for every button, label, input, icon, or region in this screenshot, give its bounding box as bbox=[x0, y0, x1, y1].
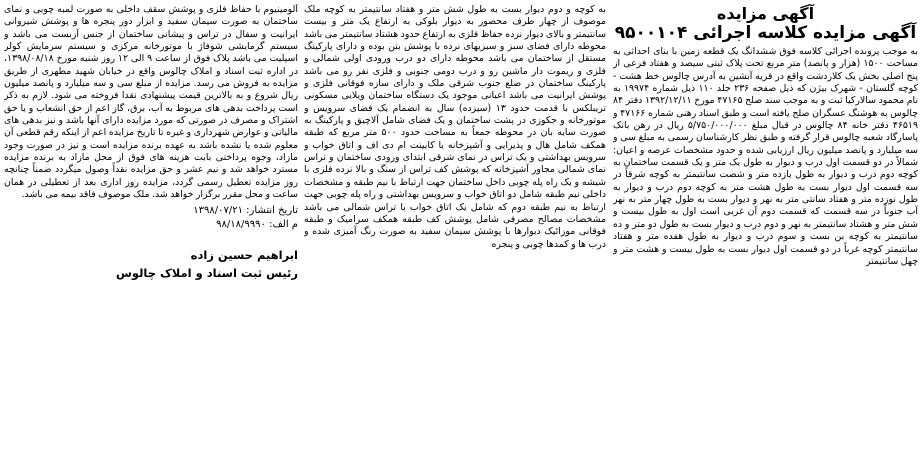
notice-title: آگهی مزایده bbox=[716, 4, 815, 23]
signer-name: ابراهیم حسین زاده bbox=[190, 247, 298, 262]
publication-meta bbox=[4, 204, 298, 232]
reference-number bbox=[4, 218, 298, 232]
notice-body-middle: به کوچه و دوم دیوار بست به طول شش متر و هفتاد سانتیمتر به کوچه ملک موصوف از چهار طرف محصور به دیوار بلوکی به ارتفاع یک متر و بیست سانتیمتر و بالای دیوار نرده حفاظ فلزی به ارتفاع حدود هشتاد سانتیمتر می باشد محوطه دارای فضای سبز و سبزیهای نرده با پوشش بتن بوده و دارای پارکینگ مستقل از ساختمان می باشد محوطه دارای دو درب ورودی اولی شمالی و فلزی و ریموت دار ماشین رو و درب دومی جنوبی و فلزی نفر رو می باشد پارکینگ ساختمان در ضلع جنوب شرقی ملک و دارای سازه فوقانی فلزی و پوشش ایرانیت می باشد اعیانی موجود یک دستگاه ساختمان ویلایی مسکونی تریبلکس با قدمت حدود ۱۳ (سیزده) سال به انضمام یک فضای سرویس و موتورخانه و جکوزی در پشت ساختمان و یک فضای شامل آلاچیق و پارکینگ به صورت سایه بان در محوطه جمعاً به مساحت حدود ۵۰۰ متر مربع که طبقه همکف شامل هال و پذیرایی و آشپزخانه با کابینت ام دی اف و اتاق خواب و سرویس بهداشتی و یک تراس در نمای شرقی ابتدای ورودی ساختمان و تراس نمای شمالی مجاور آشپزخانه که پوشش کف تراس از سنگ و بالا نرده فلزی با شیشه و یک راه پله چوبی داخل ساختمان جهت ارتباط با نیم طبقه و مشخصات داخلی نیم طبقه شامل دو اتاق خواب و سرویس بهداشتی و راه پله چوبی جهت ارتباط به نیم طبقه دوم که شامل یک اتاق خواب با تراس شمالی می باشد مشخصات مصالح مصرفی شامل پوشش کف طبقه همکف سرامیک و طبقه فوقانی موزائیک دیوارها با پوشش سیمان سفید به صورت رنگ آمیزی شده و درب ها و کمدها چوبی و پنجره bbox=[304, 4, 606, 250]
reference-label: م الف: bbox=[269, 218, 298, 230]
signer-title: رئیس ثبت اسناد و املاک چالوس bbox=[116, 265, 298, 280]
signature-block bbox=[4, 246, 298, 282]
reference-value: ۹۸/۱۸/۹۹۹۰ bbox=[216, 218, 266, 230]
notice-subtitle: آگهی مزایده کلاسه اجرائی ۹۵۰۰۱۰۴ bbox=[614, 23, 917, 43]
notice-body-left: آلومینیوم با حفاظ فلزی و پوشش سقف داخلی به صورت لمبه چوبی و نمای ساختمان به صورت سیمان سفید و ابزار دور پنجره ها و پوشش شیروانی ایرانیت و سفال در تراس و پیشانی ساختمان از جنس آزبست می باشد و سیستم گرمایشی شوفاژ با موتورخانه مرکزی و سیستم سرمایش کولر اسپلیت می باشد پلاک فوق از ساعت ۹ الی ۱۲ روز شنبه مورخ ۱۳۹۸/۰۸/۱۸، در اداره ثبت اسناد و املاک چالوس واقع در خیابان شهید مطهری از طریق مزایده به فروش می رسد. مزایده از مبلغ سی و سه میلیارد و پانصد میلیون ریال شروع و به بالاترین قیمت پیشنهادی نقدا فروخته می شود. لازم به ذکر است پرداخت بدهی های مربوط به آب، برق، گاز اعم از حق انشعاب و یا حق اشتراک و مصرف در صورتی که مورد مزایده دارای آنها باشد و نیز بدهی های مالیاتی و عوارض شهرداری و غیره تا تاریخ مزایده اعم از اینکه رقم قطعی آن معلوم شده یا نشده باشد به عهده برنده مزایده است و نیز در صورت وجود مازاد، وجوه پرداختی بابت هزینه های فوق از محل مازاد به برنده مزایده مسترد خواهد شد و نیم عشر و حق مزایده نقداً وصول میگردد ضمناً چنانچه روز مزایده تعطیل رسمی گردد، مزایده روز اداری بعد از تعطیلی در همان ساعت و محل مقرر برگزار خواهد شد. ملک موصوف فاقد بیمه می باشد. bbox=[4, 4, 298, 201]
publication-date-value: ۱۳۹۸/۰۷/۲۱ bbox=[193, 204, 243, 216]
notice-column-left bbox=[4, 4, 298, 458]
notice-column-right bbox=[613, 4, 918, 458]
publication-date bbox=[4, 204, 298, 218]
publication-date-label: تاریخ انتشار: bbox=[246, 204, 298, 216]
notice-body-right: به موجب پرونده اجرائی کلاسه فوق ششدانگ یک قطعه زمین با بنای احداثی به مساحت ۱۵۰۰ (هزار و پانصد) متر مربع تحت پلاک ثبتی سیصد و هفتاد فرعی از پنج اصلی بخش یک کلاردشت واقع در قریه آبشین به آدرس چالوس خط هشت - کوچه گلستان - شهرک بیژن که ذیل صفحه ۲۳۶ جلد ۱۱۰ ذیل شماره ۱۹۹۷۴ به نام محمود سالارکیا ثبت و به موجب سند صلح ۴۷۱۶۵ مورخ ۱۳۹۲/۱۲/۱۱ دفتر ۸۴ چالوس به هوشنگ عسگران صلح یافته است و طبق اسناد رهنی شماره ۴۷۱۶۶ و ۴۶۵۱۹ دفتر خانه ۸۴ چالوس در قبال مبلغ ۵/۷۵۰/۰۰۰/۰۰۰ ریال در رهن بانک پاسارگاد شعبه چالوس قرار گرفته و طبق نظر کارشناسان رسمی به مبلغ سی و سه میلیارد و پانصد میلیون ریال ارزیابی شده و حدود مشخصات عرصه و اعیان: شمالاً در دو قسمت اول درب و دیوار به طول یک متر و یک قسمت ساختمان به کوچه دوم درب و دیوار به طول یازده متر و شصت سانتیمتر به کوچه شرقاً در سه قسمت اول دیوار بست به طول هشت متر به کوچه دوم درب و دیوار به طول نوزده متر و هفتاد سانتی متر به نهر و دیوار بست به طول چهار متر به نهر آب جنوباً در سه قسمت که قسمت دوم آن غربی است اول به طول بیست و شش متر و هشتاد سانتیمتر به نهر و دوم درب و دیوار بست به طول دو متر و ده سانتیمتر به کوچه بن بست و سوم درب و دیوار به طول هفده متر و هفتاد سانتیمتر کوچه غرباً در دو قسمت اول دیوار بست به طول بیست و هشت متر و چهل سانتیمتر bbox=[613, 46, 918, 267]
notice-column-middle bbox=[304, 4, 606, 458]
